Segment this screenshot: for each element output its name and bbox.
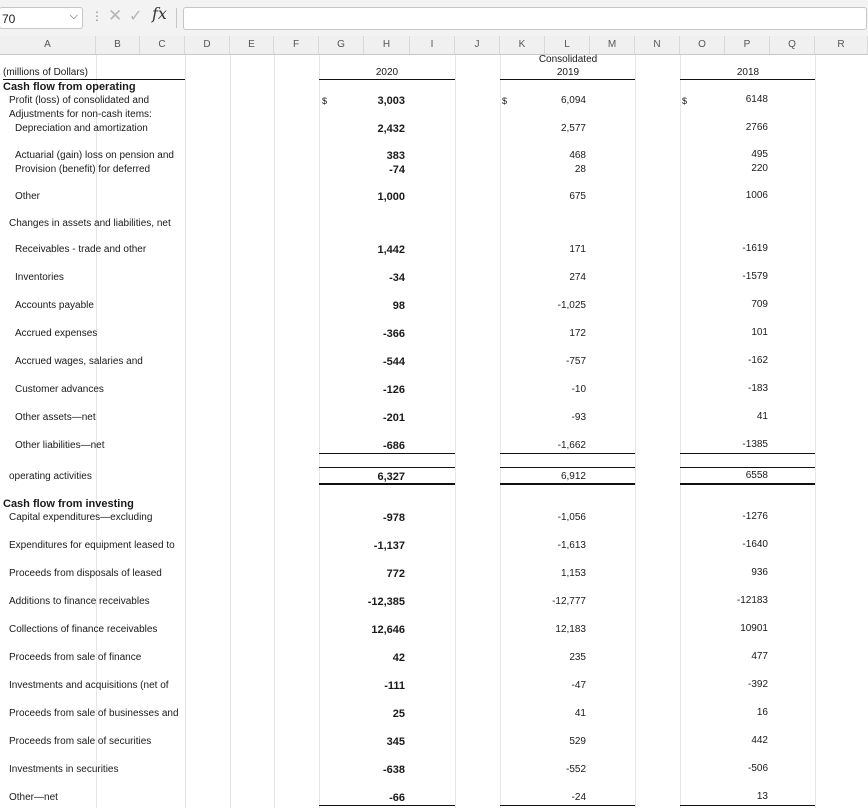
value-2020[interactable]: 383: [386, 150, 405, 162]
column-header-q[interactable]: Q: [770, 36, 815, 54]
value-2019[interactable]: -24: [571, 792, 586, 803]
header-underline: [680, 79, 815, 80]
row-label: Customer advances: [15, 384, 104, 395]
value-2018[interactable]: 2766: [745, 122, 768, 133]
value-2018[interactable]: 442: [751, 735, 768, 746]
value-2019[interactable]: -1,025: [557, 300, 586, 311]
header-underline: [500, 79, 635, 80]
value-2018[interactable]: -12183: [736, 595, 768, 606]
value-2019[interactable]: 2,577: [560, 123, 586, 134]
grid-line: [815, 55, 816, 808]
value-2020[interactable]: -1,137: [373, 540, 405, 552]
value-2019[interactable]: -552: [565, 764, 586, 775]
value-2018[interactable]: 709: [751, 299, 768, 310]
value-2019[interactable]: -1,056: [557, 512, 586, 523]
row-label: Investments and acquisitions (net of: [9, 680, 169, 691]
row-label: Adjustments for non-cash items:: [9, 109, 152, 120]
row-label: Changes in assets and liabilities, net: [9, 218, 171, 229]
row-label: Other—net: [9, 792, 58, 803]
value-2020[interactable]: 42: [392, 652, 405, 664]
value-2019[interactable]: -47: [571, 680, 586, 691]
column-header-g[interactable]: G: [319, 36, 364, 54]
grid-line: [230, 55, 231, 808]
value-2018[interactable]: -1619: [742, 243, 768, 254]
subtotal-line: [500, 805, 635, 806]
value-2018[interactable]: 41: [756, 411, 768, 422]
value-2020[interactable]: 3,003: [377, 95, 405, 107]
value-2018[interactable]: -1276: [742, 511, 768, 522]
value-2019[interactable]: 6,912: [560, 471, 586, 482]
row-label: Proceeds from sale of securities: [9, 736, 152, 747]
total-line: [680, 467, 815, 468]
row-label: Proceeds from disposals of leased: [9, 568, 162, 579]
value-2019[interactable]: 6,094: [560, 95, 586, 106]
value-2018[interactable]: -1579: [742, 271, 768, 282]
more-vertical-icon[interactable]: ⋮: [91, 9, 103, 23]
column-header-d[interactable]: D: [185, 36, 230, 54]
grid-line: [500, 55, 501, 808]
column-header-row: [0, 36, 868, 55]
value-2020[interactable]: 12,646: [371, 624, 405, 636]
value-2020[interactable]: -34: [389, 272, 405, 284]
header-underline: [3, 79, 185, 80]
cancel-icon[interactable]: ✕: [108, 6, 123, 25]
value-2018[interactable]: 6558: [745, 470, 768, 481]
value-2018[interactable]: -1385: [742, 439, 768, 450]
units-label: (millions of Dollars): [3, 67, 89, 78]
value-2020[interactable]: -74: [389, 164, 405, 176]
column-header-p[interactable]: P: [725, 36, 770, 54]
value-2020[interactable]: 1,442: [377, 244, 405, 256]
value-2019[interactable]: 1,153: [560, 568, 586, 579]
value-2020[interactable]: 6,327: [377, 471, 405, 483]
formula-bar: [0, 0, 868, 37]
column-header-e[interactable]: E: [230, 36, 274, 54]
value-2019[interactable]: -1,662: [557, 440, 586, 451]
subtotal-line: [680, 805, 815, 806]
column-header-k[interactable]: K: [500, 36, 545, 54]
formula-input[interactable]: [183, 7, 867, 30]
value-2018[interactable]: 477: [751, 651, 768, 662]
subtotal-line: [500, 453, 635, 454]
value-2019[interactable]: 28: [574, 164, 586, 175]
value-2020[interactable]: -544: [382, 356, 405, 368]
value-2018[interactable]: -183: [747, 383, 768, 394]
value-2020[interactable]: -66: [389, 792, 405, 804]
name-box[interactable]: [0, 7, 83, 29]
row-label: Proceeds from sale of businesses and: [9, 708, 179, 719]
row-label: Accrued wages, salaries and: [15, 356, 143, 367]
row-label: Expenditures for equipment leased to: [9, 540, 175, 551]
header-underline: [319, 79, 455, 80]
year-2020-heading: 2020: [375, 67, 399, 78]
value-2019[interactable]: -12,777: [552, 596, 586, 607]
column-header-l[interactable]: L: [545, 36, 590, 54]
name-box-value: 70: [2, 12, 16, 26]
value-2020[interactable]: -686: [382, 440, 405, 452]
total-double-line: [319, 483, 455, 485]
column-header-m[interactable]: M: [590, 36, 635, 54]
row-label: Capital expenditures—excluding: [9, 512, 153, 523]
value-2019[interactable]: 41: [574, 708, 586, 719]
grid-line: [455, 55, 456, 808]
value-2019[interactable]: -757: [565, 356, 586, 367]
value-2019[interactable]: 12,183: [555, 624, 586, 635]
row-label: Profit (loss) of consolidated and: [9, 95, 150, 106]
consolidated-heading: Consolidated: [538, 54, 598, 65]
value-2019[interactable]: -93: [571, 412, 586, 423]
column-header-i[interactable]: I: [410, 36, 455, 54]
column-header-n[interactable]: N: [635, 36, 680, 54]
value-2018[interactable]: -1640: [742, 539, 768, 550]
value-2019[interactable]: -1,613: [557, 540, 586, 551]
operating-section-title: Cash flow from operating: [3, 81, 136, 93]
value-2018[interactable]: 13: [756, 791, 768, 802]
value-2018[interactable]: 10901: [740, 623, 768, 634]
operating-total-label: operating activities: [9, 471, 92, 482]
value-2018[interactable]: 220: [751, 163, 768, 174]
year-2019-heading: 2019: [556, 67, 580, 78]
value-2019[interactable]: 235: [569, 652, 586, 663]
column-header-r[interactable]: R: [815, 36, 868, 54]
value-2020[interactable]: 2,432: [377, 123, 405, 135]
row-label: Investments in securities: [9, 764, 119, 775]
dollar-sign: $: [502, 96, 508, 106]
row-label: Additions to finance receivables: [9, 596, 150, 607]
value-2019[interactable]: 529: [569, 736, 586, 747]
chevron-down-icon[interactable]: ⌵: [69, 10, 78, 22]
value-2020[interactable]: -638: [382, 764, 405, 776]
column-header-c[interactable]: C: [140, 36, 185, 54]
grid-line: [319, 55, 320, 808]
value-2020[interactable]: -126: [382, 384, 405, 396]
grid-line: [274, 55, 275, 808]
row-label: Accrued expenses: [15, 328, 98, 339]
investing-section-title: Cash flow from investing: [3, 498, 134, 510]
enter-check-icon[interactable]: ✓: [129, 8, 143, 25]
total-line: [319, 467, 455, 468]
row-label: Collections of finance receivables: [9, 624, 158, 635]
value-2019[interactable]: 274: [569, 272, 586, 283]
grid-line: [185, 55, 186, 808]
column-header-b[interactable]: B: [96, 36, 140, 54]
column-header-f[interactable]: F: [274, 36, 319, 54]
row-label: Other assets—net: [15, 412, 96, 423]
value-2019[interactable]: 172: [569, 328, 586, 339]
value-2018[interactable]: -506: [747, 763, 768, 774]
row-label: Inventories: [15, 272, 64, 283]
total-line: [500, 467, 635, 468]
value-2020[interactable]: -12,385: [367, 596, 405, 608]
value-2020[interactable]: 25: [392, 708, 405, 720]
row-label: Other liabilities—net: [15, 440, 105, 451]
formula-bar-divider: [176, 8, 177, 28]
subtotal-line: [319, 805, 455, 806]
value-2018[interactable]: -162: [747, 355, 768, 366]
value-2018[interactable]: 1006: [745, 190, 768, 201]
row-label: Receivables - trade and other: [15, 244, 147, 255]
value-2018[interactable]: 6148: [745, 94, 768, 105]
value-2020[interactable]: -201: [382, 412, 405, 424]
row-label: Other: [15, 191, 41, 202]
value-2018[interactable]: 101: [751, 327, 768, 338]
grid-line: [635, 55, 636, 808]
value-2018[interactable]: -392: [747, 679, 768, 690]
value-2020[interactable]: -366: [382, 328, 405, 340]
column-header-h[interactable]: H: [364, 36, 410, 54]
dollar-sign: $: [682, 96, 688, 106]
value-2020[interactable]: 345: [386, 736, 405, 748]
total-double-line: [500, 483, 635, 485]
column-header-o[interactable]: O: [680, 36, 725, 54]
subtotal-line: [319, 453, 455, 454]
grid-line: [680, 55, 681, 808]
value-2018[interactable]: 495: [751, 149, 768, 160]
row-label: Provision (benefit) for deferred: [15, 164, 151, 175]
row-label: Depreciation and amortization: [15, 123, 148, 134]
value-2019[interactable]: -10: [571, 384, 586, 395]
total-double-line: [680, 483, 815, 485]
value-2019[interactable]: 171: [569, 244, 586, 255]
value-2020[interactable]: 98: [392, 300, 405, 312]
row-label: Proceeds from sale of finance: [9, 652, 142, 663]
sheet-grid[interactable]: [0, 55, 868, 808]
value-2018[interactable]: 16: [756, 707, 768, 718]
year-2018-heading: 2018: [736, 67, 760, 78]
column-header-j[interactable]: J: [455, 36, 500, 54]
row-label: Accounts payable: [15, 300, 94, 311]
column-header-a[interactable]: A: [0, 36, 96, 54]
subtotal-line: [680, 453, 815, 454]
value-2020[interactable]: 1,000: [377, 191, 405, 203]
value-2020[interactable]: -978: [382, 512, 405, 524]
value-2019[interactable]: 675: [569, 191, 586, 202]
value-2018[interactable]: 936: [751, 567, 768, 578]
row-label: Actuarial (gain) loss on pension and: [15, 150, 174, 161]
dollar-sign: $: [322, 96, 328, 106]
value-2019[interactable]: 468: [569, 150, 586, 161]
value-2020[interactable]: 772: [386, 568, 405, 580]
insert-function-icon[interactable]: fx: [152, 4, 167, 23]
value-2020[interactable]: -111: [384, 680, 405, 692]
